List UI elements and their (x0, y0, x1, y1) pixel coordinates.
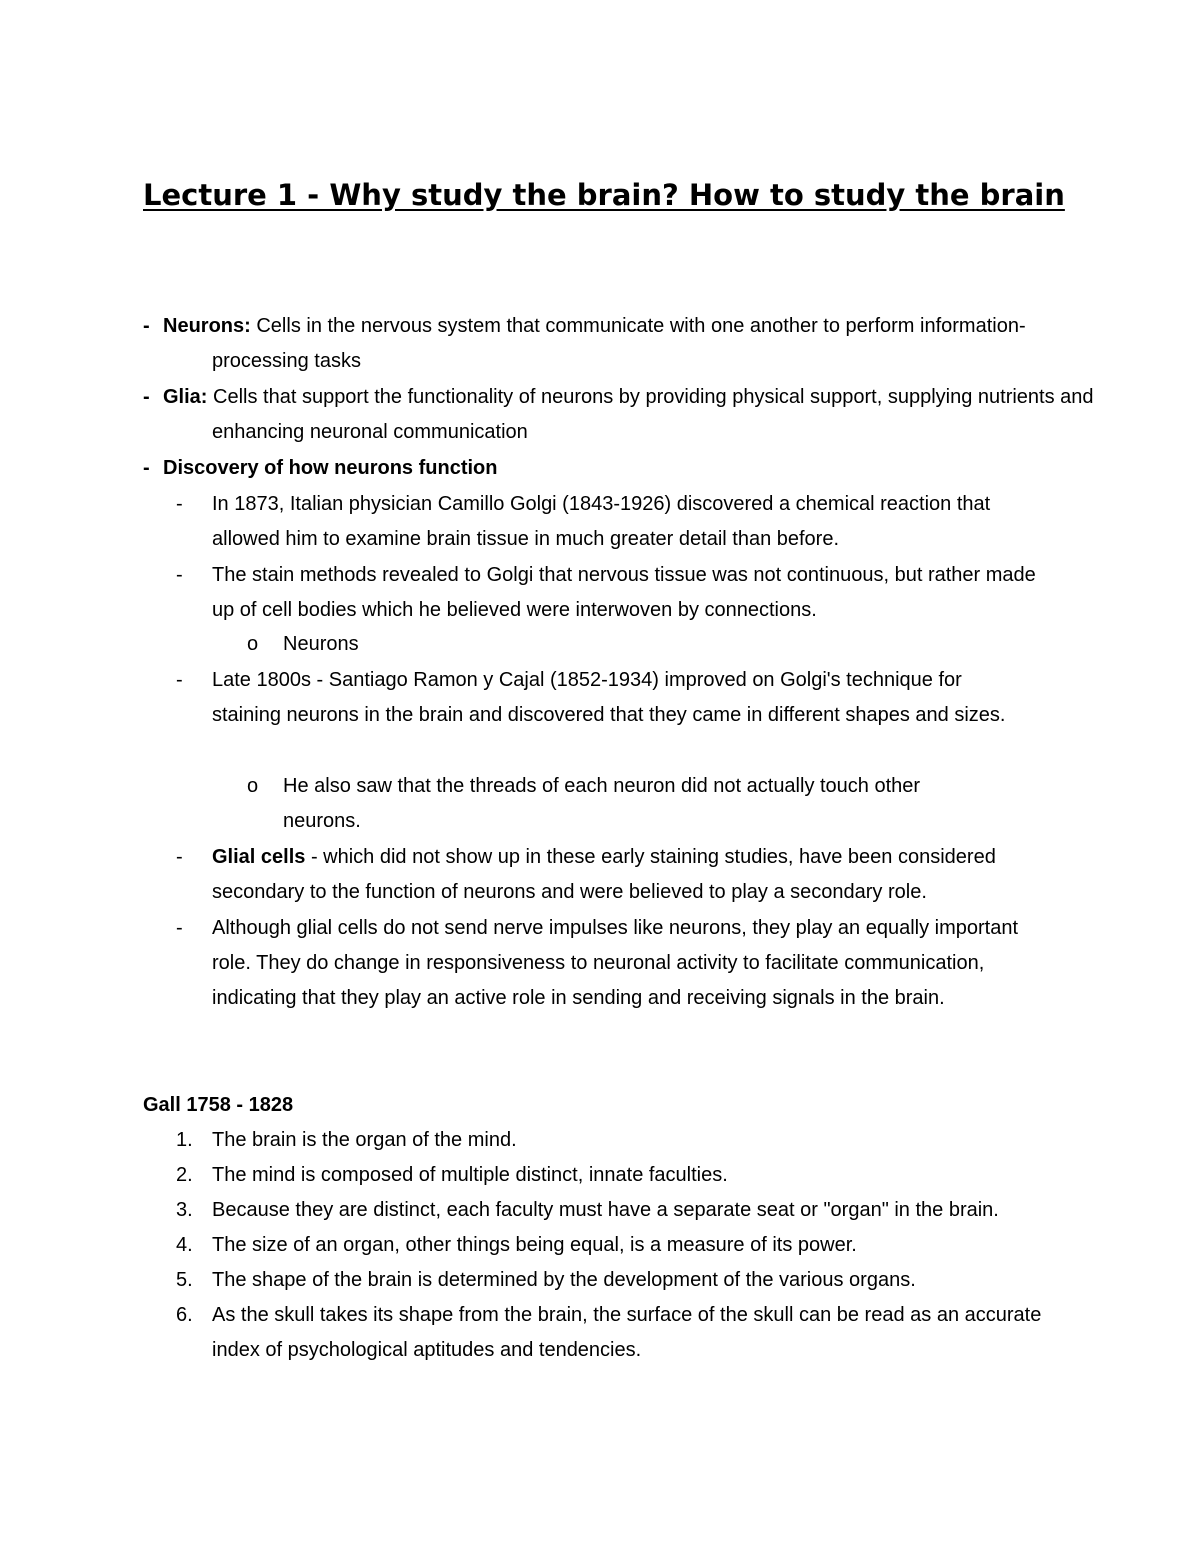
term-definition: - which did not show up in these early staining studies, have been considered secondary to the function of neurons and were believed to play a secondary role. (212, 846, 996, 903)
list-item: Neurons (283, 633, 359, 655)
list-number: 3. (176, 1199, 193, 1221)
bullet-marker: - (176, 564, 183, 586)
numbered-item: The size of an organ, other things being equal, is a measure of its power. (212, 1234, 857, 1256)
list-number: 2. (176, 1164, 193, 1186)
section-heading: Discovery of how neurons function (163, 457, 498, 479)
list-item (163, 309, 1072, 379)
numbered-item: The brain is the organ of the mind. (212, 1129, 517, 1151)
term-label: Neurons: (163, 315, 251, 337)
numbered-item: As the skull takes its shape from the brain, the surface of the skull can be read as an accurate index of psychological aptitudes and tendencies. (212, 1304, 1042, 1361)
list-item: In 1873, Italian physician Camillo Golgi (1843-1926) discovered a chemical reaction that allowed him to examine brain tissue in much greater detail than before. (212, 493, 991, 550)
bullet-marker: - (176, 846, 183, 868)
bullet-marker: - (143, 386, 150, 408)
numbered-item: The mind is composed of multiple distinct, innate faculties. (212, 1164, 728, 1186)
term-definition: Cells in the nervous system that communicate with one another to perform information-processing tasks (212, 315, 1026, 372)
list-item (212, 840, 1062, 910)
section-heading: Gall 1758 - 1828 (143, 1094, 294, 1116)
bullet-marker: - (176, 669, 183, 691)
bullet-marker: o (247, 633, 259, 655)
bullet-marker: - (143, 457, 150, 479)
list-number: 6. (176, 1304, 193, 1326)
list-item: Late 1800s - Santiago Ramon y Cajal (1852-1934) improved on Golgi's technique for staining neurons in the brain and discovered that they came in different shapes and sizes. (212, 669, 1006, 726)
term-label: Glia: (163, 386, 208, 408)
page-title: Lecture 1 - Why study the brain? How to study the brain (143, 178, 1065, 212)
bullet-marker: o (247, 775, 259, 797)
term-label: Glial cells (212, 846, 306, 868)
list-number: 5. (176, 1269, 193, 1291)
term-definition: Cells that support the functionality of neurons by providing physical support, supplying nutrients and enhancing neuronal communication (212, 386, 1094, 443)
list-item: Although glial cells do not send nerve impulses like neurons, they play an equally important role. They do change in responsiveness to neuronal activity to facilitate communication, indicating that they play an active role in sending and receiving signals in the brain. (212, 917, 1019, 1009)
bullet-marker: - (176, 917, 183, 939)
list-number: 4. (176, 1234, 193, 1256)
list-item (163, 380, 1102, 450)
numbered-item: Because they are distinct, each faculty must have a separate seat or "organ" in the brain. (212, 1199, 999, 1221)
list-item: The stain methods revealed to Golgi that nervous tissue was not continuous, but rather made up of cell bodies which he believed were interwoven by connections. (212, 564, 1036, 621)
list-number: 1. (176, 1129, 193, 1151)
list-item: He also saw that the threads of each neuron did not actually touch other neurons. (283, 775, 921, 832)
bullet-marker: - (143, 315, 150, 337)
bullet-marker: - (176, 493, 183, 515)
numbered-item: The shape of the brain is determined by the development of the various organs. (212, 1269, 916, 1291)
